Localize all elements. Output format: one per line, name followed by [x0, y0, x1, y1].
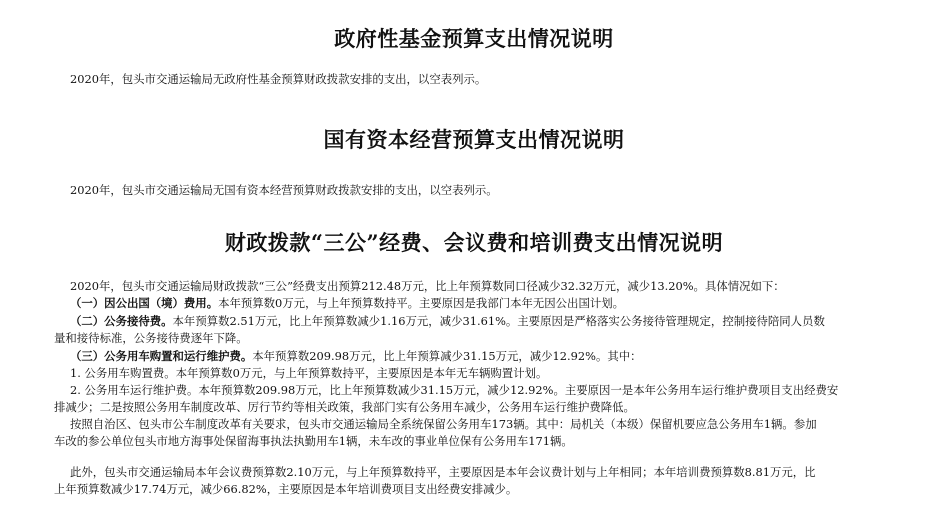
sub-vehicle-maintenance-line2: 排减少；二是按照公务用车制度改革、厉行节约等相关政策，我部门实有公务用车减少，公务用车运行维护费降低。	[54, 400, 635, 414]
vehicle-reform-line1: 按照自治区、包头市公车制度改革有关要求，包头市交通运输局全系统保留公务用车173辆。其中：局机关（本级）保留机要应急公务用车1辆。参加	[70, 417, 817, 431]
section-title-state-capital: 国有资本经营预算支出情况说明	[323, 127, 625, 152]
government-fund-paragraph: 2020年，包头市交通运输局无政府性基金预算财政拨款安排的支出，以空表列示。	[70, 72, 487, 86]
meeting-training-line1: 此外，包头市交通运输局本年会议费预算数2.10万元，与上年预算数持平，主要原因是本年会议费计划与上年相同；本年培训费预算数8.81万元，比	[70, 465, 816, 479]
three-public-intro-paragraph: 2020年，包头市交通运输局财政拨款“三公”经费支出预算212.48万元，比上年预算数同口径减少32.32万元，减少13.20%。具体情况如下：	[70, 279, 785, 293]
meeting-training-line2: 上年预算数减少17.74万元，减少66.82%，主要原因是本年培训费项目支出经费安排减少。	[54, 482, 518, 496]
item-vehicle-text: 本年预算数209.98万元，比上年预算减少31.15万元，减少12.92%。其中：	[252, 349, 642, 363]
item-reception-line2: 量和接待标准，公务接待费逐年下降。	[54, 331, 248, 345]
sub-vehicle-maintenance-line1: 2. 公务用车运行维护费。本年预算数209.98万元，比上年预算数减少31.15万元，减少12.92%。主要原因一是本年公务用车运行维护费项目支出经费安	[70, 383, 839, 397]
item-reception-text: 本年预算数2.51万元，比上年预算数减少1.16万元，减少31.61%。主要原因是严格落实公务接待管理规定，控制接待陪同人员数	[172, 314, 825, 328]
item-overseas-travel	[70, 295, 624, 311]
item-reception-heading: （二）公务接待费。	[70, 314, 173, 328]
item-vehicle	[70, 348, 642, 364]
section-title-government-fund: 政府性基金预算支出情况说明	[334, 26, 614, 51]
item-overseas-travel-heading: （一）因公出国（境）费用。	[70, 296, 219, 310]
item-vehicle-heading: （三）公务用车购置和运行维护费。	[70, 349, 253, 363]
section-title-three-public-expenses: 财政拨款“三公”经费、会议费和培训费支出情况说明	[224, 230, 724, 255]
vehicle-reform-line2: 车改的参公单位包头市地方海事处保留海事执法执勤用车1辆，未车改的事业单位保有公务用车171辆。	[54, 434, 573, 448]
item-overseas-travel-text: 本年预算数0万元，与上年预算数持平。主要原因是我部门本年无因公出国计划。	[218, 296, 625, 310]
state-capital-paragraph: 2020年，包头市交通运输局无国有资本经营预算财政拨款安排的支出，以空表列示。	[70, 183, 498, 197]
item-reception-line1	[70, 313, 825, 329]
sub-vehicle-purchase: 1. 公务用车购置费。本年预算数0万元，与上年预算数持平，主要原因是本年无车辆购置计划。	[70, 366, 548, 380]
